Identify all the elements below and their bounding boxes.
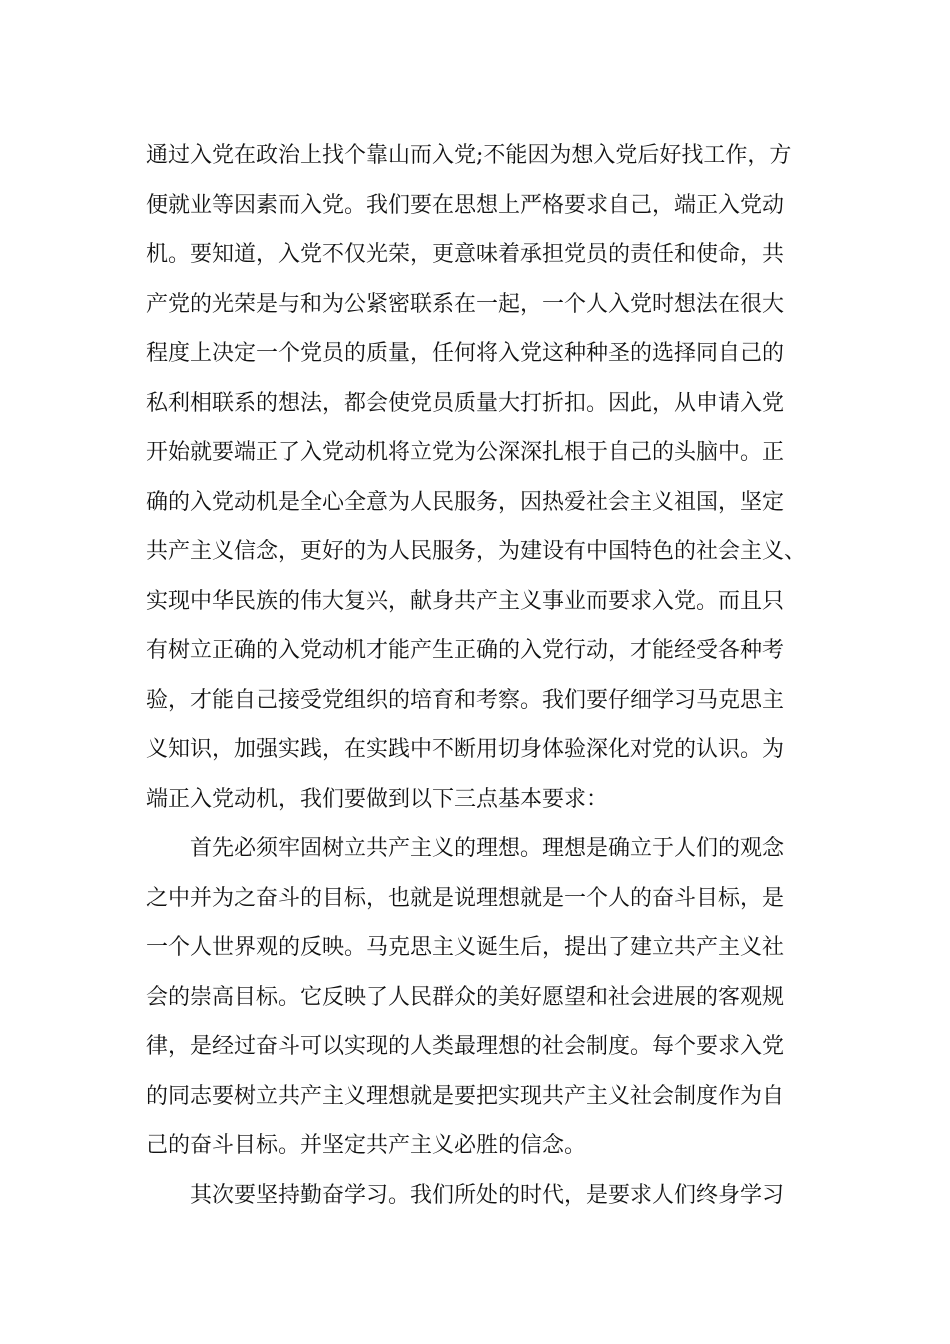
text-line: 之中并为之奋斗的目标，也就是说理想就是一个人的奋斗目标，是 [146, 885, 785, 911]
text-line: 的同志要树立共产主义理想就是要把实现共产主义社会制度作为自 [146, 1083, 785, 1109]
text-line: 一个人世界观的反映。马克思主义诞生后，提出了建立共产主义社 [146, 935, 785, 960]
text-line: 端正入党动机，我们要做到以下三点基本要求： [146, 786, 609, 812]
paragraph-3 [146, 1171, 826, 1221]
text-line: 开始就要端正了入党动机将立党为公深深扎根于自己的头脑中。正 [146, 440, 785, 465]
text-line: 其次要坚持勤奋学习。我们所处的时代，是要求人们终身学习 [190, 1182, 785, 1208]
text-line: 产党的光荣是与和为公紧密联系在一起，一个人入党时想法在很大 [146, 291, 785, 317]
text-line: 通过入党在政治上找个靠山而入党;不能因为想入党后好找工作，方 [146, 143, 792, 168]
paragraph-1 [146, 131, 826, 824]
text-line: 共产主义信念，更好的为人民服务，为建设有中国特色的社会主义、 [146, 539, 807, 564]
text-line: 义知识，加强实践，在实践中不断用切身体验深化对党的认识。为 [146, 737, 785, 762]
text-line: 会的崇高目标。它反映了人民群众的美好愿望和社会进展的客观规 [146, 984, 785, 1010]
text-line: 实现中华民族的伟大复兴，献身共产主义事业而要求入党。而且只 [146, 588, 785, 614]
text-line: 首先必须牢固树立共产主义的理想。理想是确立于人们的观念 [190, 836, 785, 861]
document-body [146, 131, 826, 1220]
paragraph-2 [146, 824, 826, 1171]
text-line: 己的奋斗目标。并坚定共产主义必胜的信念。 [146, 1133, 587, 1158]
text-line: 确的入党动机是全心全意为人民服务，因热爱社会主义祖国，坚定 [146, 489, 785, 515]
text-line: 程度上决定一个党员的质量，任何将入党这种种圣的选择同自己的 [146, 341, 785, 366]
text-line: 机。要知道，入党不仅光荣，更意味着承担党员的责任和使命，共 [146, 242, 785, 267]
text-line: 便就业等因素而入党。我们要在思想上严格要求自己，端正入党动 [146, 192, 785, 218]
text-line: 律，是经过奋斗可以实现的人类最理想的社会制度。每个要求入党 [146, 1034, 785, 1059]
text-line: 验，才能自己接受党组织的培育和考察。我们要仔细学习马克思主 [146, 687, 785, 713]
text-line: 私利相联系的想法，都会使党员质量大打折扣。因此，从申请入党 [146, 390, 785, 416]
text-line: 有树立正确的入党动机才能产生正确的入党行动，才能经受各种考 [146, 638, 785, 663]
